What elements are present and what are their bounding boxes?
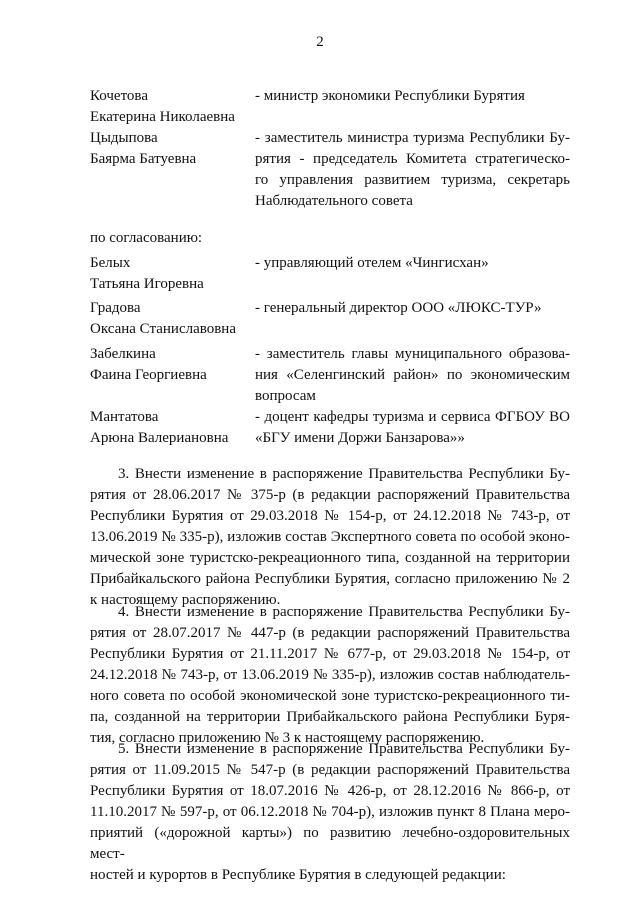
page-number: 2 [316, 34, 324, 50]
paragraph-item-3: 3. Внести изменение в распоряжение Правительства Республики Бу- рятия от 28.06.2017 № 375-р (в редакции распоряжений Правительства Республики Бурятия от 29.03.2018 № 154-р, от 24.12.2018 № 743-р, от 13.06.2019 № 335-р), изложив состав Экспертного совета по особой эконо- мической зоне туристско-рекреационного типа, созданной на территории Прибайкальского района Республики Бурятия, согласно приложению № 2 к настоящему распоряжению. [90, 466, 570, 608]
member-name: Мантатова Арюна Валериановна [90, 409, 229, 446]
member-role: - доцент кафедры туризма и сервиса ФГБОУ ВО «БГУ имени Доржи Банзарова»» [255, 409, 570, 446]
paragraph-item-5: 5. Внести изменение в распоряжение Правительства Республики Бу- рятия от 11.09.2015 № 547-р (в редакции распоряжений Правительства Республики Бурятия от 18.07.2016 № 426-р, от 28.12.2016 № 866-р, от 11.10.2017 № 597-р, от 06.12.2018 № 704-р), изложив пункт 8 Плана меро- приятий («дорожной карты») по развитию лечебно-оздоровительных мест- ностей и курортов в Республике Бурятия в следующей редакции: [90, 741, 570, 883]
member-name: Кочетова Екатерина Николаевна [90, 88, 235, 125]
member-role: - заместитель главы муниципального образова- ния «Селенгинский район» по экономическим вопросам [255, 346, 570, 404]
member-name: Забелкина Фаина Георгиевна [90, 346, 207, 383]
member-role: - управляющий отелем «Чингисхан» [255, 255, 489, 271]
paragraph-item-4: 4. Внести изменение в распоряжение Правительства Республики Бу- рятия от 28.07.2017 № 447-р (в редакции распоряжений Правительства Республики Бурятия от 21.11.2017 № 677-р, от 29.03.2018 № 154-р, от 24.12.2018 № 743-р, от 13.06.2019 № 335-р), изложив состав наблюдатель- ного совета по особой экономической зоне туристско-рекреационного ти- па, созданной на территории Прибайкальского района Республики Буря- тия, согласно приложению № 3 к настоящему распоряжению. [90, 604, 570, 746]
member-role: - генеральный директор ООО «ЛЮКС-ТУР» [255, 300, 542, 316]
member-name: Градова Оксана Станиславовна [90, 300, 236, 337]
member-role: - министр экономики Республики Бурятия [255, 88, 525, 104]
member-role: - заместитель министра туризма Республики Бу- рятия - председатель Комитета стратегическо- го управления развитием туризма, секретарь Наблюдательного совета [255, 130, 570, 209]
member-name: Цыдыпова Баярма Батуевна [90, 130, 197, 167]
member-name: Белых Татьяна Игоревна [90, 255, 204, 292]
agreement-label: по согласованию: [90, 230, 203, 246]
